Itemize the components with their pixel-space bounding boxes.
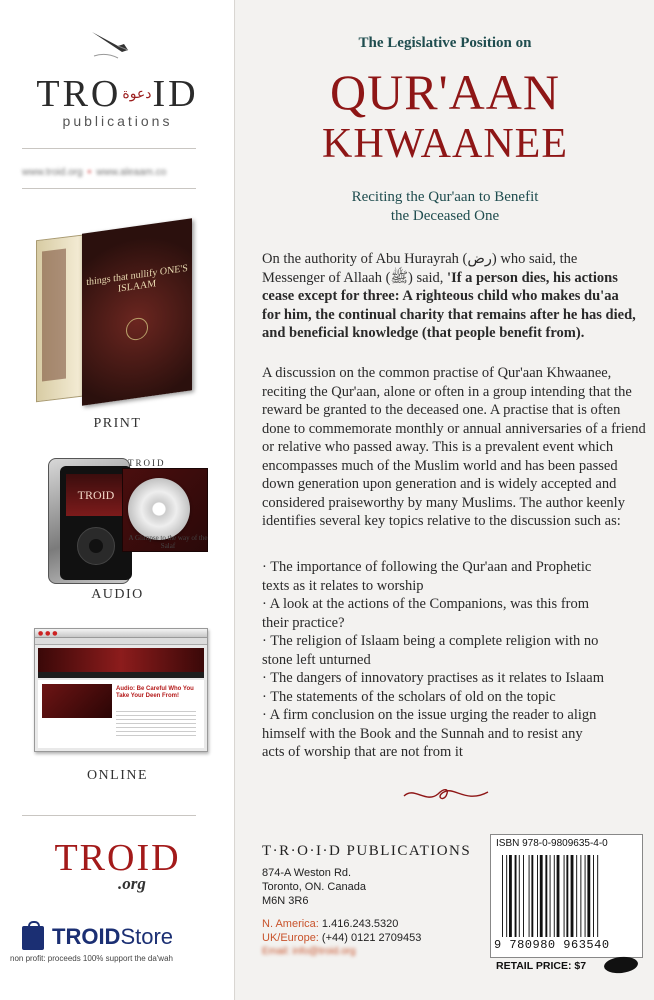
barcode-stripe xyxy=(554,855,555,937)
audio-player-screen: TROID xyxy=(66,474,126,516)
website-url-redacted: www.troid.org • www.aleaam.co xyxy=(22,167,167,178)
paragraph-line: reciting the Qur'aan, alone or often in a group intending that the xyxy=(262,383,632,400)
site-text-lines xyxy=(116,708,196,738)
media-label-audio: AUDIO xyxy=(91,587,144,602)
barcode-stripe xyxy=(529,855,530,937)
fountain-pen-icon xyxy=(88,26,132,66)
shopping-bag-icon xyxy=(22,926,44,950)
paragraph-line: or relative who passed away. This is a prevalent event which xyxy=(262,439,614,455)
troid-publications-logo xyxy=(0,72,235,116)
paragraph-text: Messenger of Allaah (ﷺ) said, xyxy=(262,269,448,286)
cd-disc-icon xyxy=(128,478,190,540)
list-item: · A firm conclusion on the issue urging the reader to align xyxy=(262,707,597,723)
title-line-2: KHWAANEE xyxy=(322,121,568,167)
list-item: · A look at the actions of the Companions, was this from xyxy=(262,596,590,612)
browser-titlebar xyxy=(35,629,207,638)
barcode-stripe xyxy=(550,855,551,937)
email-redacted: Email: info@troid.org xyxy=(262,946,356,957)
phone-value: 1.416.243.5320 xyxy=(318,918,399,930)
paragraph-line xyxy=(262,306,652,325)
paragraph-line xyxy=(262,269,652,288)
phone-uk-europe xyxy=(262,932,421,946)
book-spine xyxy=(42,249,66,382)
barcode-stripe xyxy=(597,855,598,937)
barcode-stripe xyxy=(566,855,568,937)
barcode-stripe xyxy=(540,855,543,937)
barcode-icon xyxy=(500,855,636,937)
barcode-stripe xyxy=(545,855,547,937)
phone-value: (+44) 0121 2709453 xyxy=(318,931,422,944)
paragraph-line: reward be granted to the deceased one. A practise that is often xyxy=(262,402,621,418)
site-header xyxy=(38,648,204,672)
paragraph-line: identifies several key topics relative to the discussion such as: xyxy=(262,513,621,529)
barcode-digits: 9 780980 963540 xyxy=(494,938,610,952)
paragraph-bold-text: 'If a person dies, his actions xyxy=(447,269,618,286)
title-kicker: The Legislative Position on xyxy=(358,35,532,51)
paragraph-line: On the authority of Abu Hurayrah (رض) who said, the xyxy=(262,251,578,267)
subtitle-line-1: Reciting the Qur'aan to Benefit xyxy=(351,189,539,205)
topic-list xyxy=(262,558,652,762)
list-item: their practice? xyxy=(262,614,345,631)
barcode-stripe xyxy=(502,855,503,937)
description-paragraph xyxy=(262,364,652,531)
phone-label: UK/Europe: xyxy=(262,931,319,944)
subtitle-line-2: the Deceased One xyxy=(390,208,500,224)
media-label-print: PRINT xyxy=(93,416,142,431)
site-headline: Audio: Be Careful Who You Take Your Deen From! xyxy=(116,686,194,699)
book-emblem-icon xyxy=(126,316,148,341)
barcode-stripe xyxy=(509,855,512,937)
list-item: stone left unturned xyxy=(262,651,371,668)
brand-subtitle: publications xyxy=(62,113,173,129)
barcode-stripe xyxy=(576,855,577,937)
site-banner-image xyxy=(42,684,112,718)
paragraph-line: done to commemorate monthly or annual anniversaries of a friend xyxy=(262,420,646,437)
list-item: · The statements of the scholars of old on the topic xyxy=(262,688,556,705)
barcode-stripe xyxy=(506,855,507,937)
address-line: M6N 3R6 xyxy=(262,895,309,907)
paragraph-line: considered praiseworthy by many Muslims. The author keenly xyxy=(262,494,625,511)
store-name-bold: TROID xyxy=(52,924,121,949)
barcode-stripe xyxy=(537,855,538,937)
retail-price: RETAIL PRICE: $7 xyxy=(496,960,587,972)
barcode-stripe xyxy=(523,855,524,937)
paragraph-line: encompasses much of the Muslim world and has been passed xyxy=(262,457,618,474)
publisher-name: T·R·O·I·D PUBLICATIONS xyxy=(262,843,472,859)
phone-numbers xyxy=(262,918,421,945)
store-name-light: Store xyxy=(120,924,174,949)
brand-arabic: دعوة xyxy=(122,87,152,102)
cd-brand: TROID xyxy=(128,458,166,468)
store-note: non profit: proceeds 100% support the da'wah xyxy=(10,954,173,963)
address-line: Toronto, ON. Canada xyxy=(262,881,366,893)
cd-caption: A Glimpse to the way of the Salaf xyxy=(128,534,208,550)
book-cover-title: things that nullify ONE'S ISLAAM xyxy=(86,262,188,295)
list-item: · The importance of following the Qur'aan and Prophetic xyxy=(262,559,592,575)
org-logo-suffix: .org xyxy=(118,874,146,893)
divider xyxy=(22,148,196,149)
paragraph-line xyxy=(262,287,652,306)
barcode-stripe xyxy=(587,855,590,937)
hadith-paragraph xyxy=(262,250,652,343)
browser-toolbar xyxy=(35,638,207,645)
title-line-1: QUR'AAN xyxy=(330,64,560,120)
list-item: · The dangers of innovatory practises as it relates to Islaam xyxy=(262,670,604,686)
barcode-stripe xyxy=(519,855,520,937)
media-label-online: ONLINE xyxy=(86,768,149,783)
list-item: himself with the Book and the Sunnah and to resist any xyxy=(262,725,583,742)
barcode-stripe xyxy=(571,855,574,937)
paragraph-line: A discussion on the common practise of Qur'aan Khwaanee, xyxy=(262,365,612,381)
list-item: texts as it relates to worship xyxy=(262,577,424,594)
ornament-flourish-icon xyxy=(400,782,492,806)
center-button-icon xyxy=(89,539,103,553)
brand-right: ID xyxy=(152,73,199,115)
divider xyxy=(22,815,196,816)
barcode-stripe xyxy=(593,855,594,937)
paragraph-bold-text: for him, the continual charity that remains after he has died, xyxy=(262,306,636,323)
barcode-stripe xyxy=(515,855,517,937)
site-nav xyxy=(38,672,204,678)
troid-store-logo xyxy=(22,924,222,954)
barcode-stripe xyxy=(557,855,560,937)
list-item: acts of worship that are not from it xyxy=(262,744,463,760)
subtitle xyxy=(236,188,654,226)
barcode-stripe xyxy=(585,855,586,937)
store-wordmark xyxy=(52,924,173,950)
isbn-number: ISBN 978-0-9809635-4-0 xyxy=(496,838,608,849)
phone-label: N. America: xyxy=(262,918,319,930)
address-line: 874-A Weston Rd. xyxy=(262,867,352,879)
barcode-stripe xyxy=(580,855,581,937)
troid-org-logo xyxy=(0,838,235,878)
publisher-address xyxy=(262,866,366,908)
divider xyxy=(22,188,196,189)
phone-north-america xyxy=(262,918,421,932)
paragraph-bold-text: cease except for three: A righteous child who makes du'aa xyxy=(262,288,619,304)
org-logo-text: TROID xyxy=(54,837,181,879)
brand-left: TRO xyxy=(36,73,122,115)
barcode-stripe xyxy=(531,855,533,937)
window-controls-icon: ● ● ● xyxy=(38,630,58,637)
paragraph-line xyxy=(262,324,652,343)
paragraph-bold-text: and beneficial knowledge (that people benefit from). xyxy=(262,325,585,341)
paragraph-line: down generation upon generation and is widely accepted and xyxy=(262,476,617,492)
list-item: · The religion of Islaam being a complete religion with no xyxy=(262,633,599,649)
barcode-stripe xyxy=(564,855,565,937)
book-image-front xyxy=(82,218,192,405)
